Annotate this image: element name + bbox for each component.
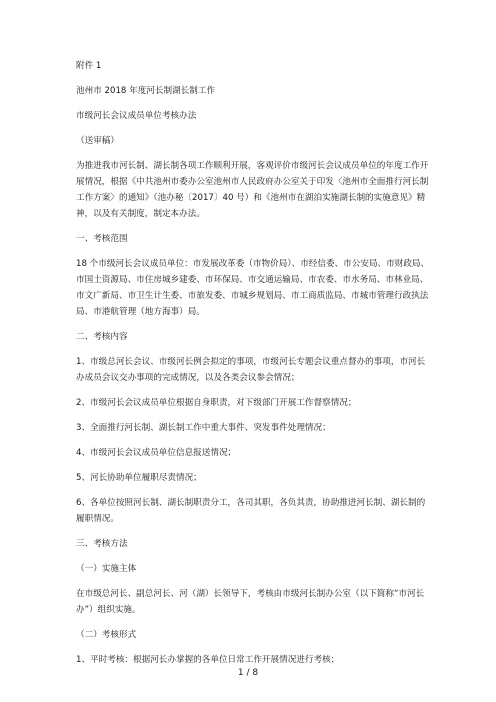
section-2-item: 4、市级河长会议成员单位信息报送情况； [76, 448, 237, 458]
section-1-heading: 一、考核范围 [76, 234, 128, 244]
intro-paragraph: 为推进我市河长制、湖长制各项工作顺利开展，客观评价市级河长会议成员单位的年度工作开展情况，根据《中共池州市委办公室池州市人民政府办公室关于印发〈池州市全面推行河长制工作方案〉的通知》（池办秘〔2017〕40 号）和《池州市在湖泊实施湖长制的实施意见》精神，以及有关制度，制定本办法。 [76, 161, 429, 219]
page-number: 1 / 8 [237, 668, 259, 678]
document-title: 池州市 2018 年度河长制湖长制工作 [76, 86, 216, 96]
document-body [76, 58, 432, 668]
document-subtitle: 市级河长会议成员单位考核办法 [76, 111, 197, 121]
section-3-sub1-body: 在市级总河长、副总河长、河（湖）长领导下，考核由市级河长制办公室（以下简称“市河长办”）组织实施。 [76, 589, 425, 615]
section-3-subheading-2: （二）考核形式 [76, 630, 137, 640]
section-2-item: 6、各单位按照河长制、湖长制职责分工，各司其职，各负其责，协助推进河长制、湖长制的履职情况。 [76, 498, 426, 524]
section-3-subheading-1: （一）实施主体 [76, 564, 137, 574]
section-3-heading: 三、考核方法 [76, 539, 128, 549]
attachment-label: 附件 1 [76, 61, 102, 71]
section-2-item: 2、市级河长会议成员单位根据自身职责，对下级部门开展工作督察情况； [76, 398, 357, 408]
section-2-item: 5、河长协助单位履职尽责情况； [76, 473, 202, 483]
section-2-heading: 二、考核内容 [76, 332, 128, 342]
section-3-sub2-item-1: 1、平时考核：根据河长办掌握的各单位日常工作开展情况进行考核； [76, 655, 340, 665]
section-1-body: 18 个市级河长会议成员单位：市发展改革委（市物价局）、市经信委、市公安局、市财政局、市国土资源局、市住房城乡建委、市环保局、市交通运输局、市农委、市水务局、市林业局、市文广新局、市卫生计生委、市旅发委、市城乡规划局、市工商质监局、市城市管理行政执法局、市港航管理（地方海事）局。 [76, 259, 430, 317]
section-2-item: 1、市级总河长会议、市级河长例会拟定的事项，市级河长专题会议重点督办的事项，市河长办成员会议交办事项的完成情况，以及各类会议参会情况； [76, 357, 426, 383]
draft-note: （送审稿） [76, 136, 119, 146]
section-2-item: 3、全面推行河长制、湖长制工作中重大事件、突发事件处理情况； [76, 423, 331, 433]
